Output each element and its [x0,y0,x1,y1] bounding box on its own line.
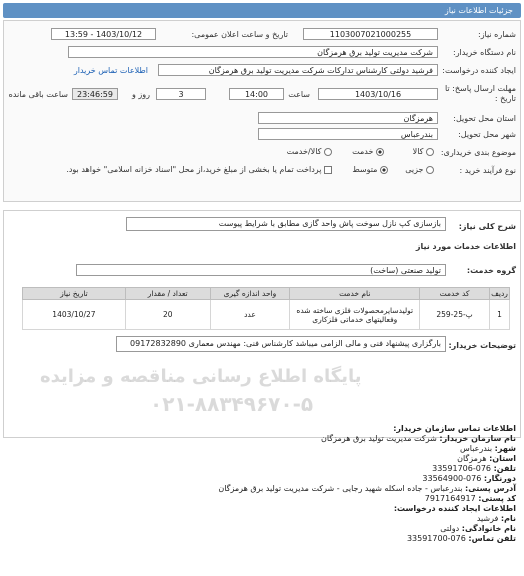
category-service-option[interactable] [352,147,384,156]
col-index-header: ردیف [491,289,508,298]
deadline-date-field: 1403/10/16 [318,88,438,100]
creator-label: ایجاد کننده درخواست: [442,66,516,75]
service-group-label: گروه خدمت: [466,266,516,275]
category-goods-radio[interactable] [426,148,434,156]
creator-last-name: نام خانوادگی: دولتی [440,524,516,533]
creator-field: فرشید دولتی کارشناس تدارکات شرکت مدیریت تولید برق هرمزگان [158,64,438,76]
days-remaining-field: 3 [156,88,206,100]
treasury-payment-label: پرداخت تمام یا بخشی از مبلغ خرید،از محل "اسناد خزانه اسلامی" خواهد بود. [66,165,322,174]
page-title: جزئیات اطلاعات نیاز [444,6,513,15]
contact-org: نام سازمان خریدار: شرکت مدیریت تولید برق هرمزگان [320,434,516,443]
city-label: شهر محل تحویل: [458,130,516,139]
need-number-field: 1103007021000255 [303,28,438,40]
contact-address: آدرس پستی: بندرعباس - جاده اسکله شهید رجایی - شرکت مدیریت تولید برق هرمزگان [218,484,516,493]
announce-field: 1403/10/12 - 13:59 [51,28,156,40]
buyer-label: نام دستگاه خریدار: [453,48,516,57]
col-date-header: تاریخ نیاز [23,288,126,300]
row-index-cell: 1 [490,300,510,330]
creator-heading: اطلاعات ایجاد کننده درخواست: [393,504,516,513]
row-code-cell: پ-25-259 [420,300,490,330]
process-small-radio[interactable] [426,166,434,174]
col-qty-header: تعداد / مقدار [125,288,210,300]
deadline-time-field: 14:00 [229,88,284,100]
watermark-phone: ۰۲۱-۸۸۳۴۹۶۷۰-۵ [150,392,314,416]
buyer-notes-field: بارگزاری پیشنهاد فنی و مالی الزامی میباشد کارشناس فنی: مهندس معماری 09172832890 [116,336,446,352]
process-medium-label: متوسط [352,165,378,174]
services-table-wrap [22,287,510,330]
time-remaining-label: ساعت باقی مانده [8,90,68,99]
creator-first-name: نام: فرشید [476,514,516,523]
contact-city: شهر: بندرعباس [460,444,516,453]
deadline-date-label: تاریخ : [494,94,516,103]
contact-phone: تلفن: 076-33591706 [432,464,516,473]
row-qty-cell: 20 [125,300,210,330]
col-code-header: کد خدمت [420,288,490,300]
announce-label: تاریخ و ساعت اعلان عمومی: [191,30,288,39]
process-label: نوع فرآیند خرید : [459,166,516,175]
services-table [22,287,510,330]
process-small-label: جزیی [405,165,424,174]
row-date-cell: 1403/10/27 [23,300,126,330]
need-number-label: شماره نیاز: [478,30,516,39]
contact-heading: اطلاعات تماس سازمان خریدار: [393,424,516,433]
row-name-cell: تولیدسایرمحصولات فلزی ساخته شده وفعالیتهای خدماتی فلزکاری [290,300,420,330]
process-small-option[interactable] [405,165,434,174]
deadline-label: مهلت ارسال پاسخ: تا [444,84,516,93]
page-title-bar [3,3,521,18]
contact-postal: کد پستی: 7917164917 [424,494,516,503]
buyer-contact-link[interactable]: اطلاعات تماس خریدار [73,66,148,75]
category-service-radio[interactable] [376,148,384,156]
category-goods-service-option[interactable] [287,147,332,156]
contact-province: استان: هرمزگان [457,454,516,463]
deadline-time-label: ساعت [288,90,310,99]
table-row [23,300,510,330]
category-goods-option[interactable] [413,147,434,156]
creator-phone: تلفن تماس: 076-33591700 [406,534,516,543]
contact-block [6,424,516,544]
province-label: استان محل تحویل: [453,114,516,123]
table-header-row [23,288,510,300]
category-goods-service-label: کالا/خدمت [286,147,322,156]
days-label: روز و [132,90,150,99]
summary-label: شرح کلی نیاز: [458,222,516,231]
buyer-field: شرکت مدیریت تولید برق هرمزگان [68,46,438,58]
col-name-header: نام خدمت [290,288,420,300]
category-label: موضوع بندی خریداری: [440,148,516,157]
category-goods-label: کالا [412,147,424,156]
col-unit-header: واحد اندازه گیری [210,288,290,300]
service-group-field: تولید صنعتی (ساخت) [76,264,446,276]
buyer-notes-label: توضیحات خریدار: [448,341,516,350]
services-heading: اطلاعات خدمات مورد نیاز [415,242,516,251]
province-field: هرمزگان [258,112,438,124]
contact-fax: دورنگار: 076-33564900 [422,474,516,483]
time-remaining-field: 23:46:59 [72,88,118,100]
category-goods-service-radio[interactable] [324,148,332,156]
summary-field: بازسازی کپ نازل سوخت پاش واحد گازی مطابق با شرایط پیوست [126,217,446,231]
city-field: بندرعباس [258,128,438,140]
treasury-payment-checkbox[interactable] [324,166,332,174]
process-medium-option[interactable] [352,165,388,174]
category-service-label: خدمت [352,147,374,156]
process-medium-radio[interactable] [380,166,388,174]
row-unit-cell: عدد [210,300,290,330]
watermark-text: پایگاه اطلاع رسانی مناقصه و مزایده [40,366,362,387]
treasury-payment-option[interactable] [66,165,332,174]
